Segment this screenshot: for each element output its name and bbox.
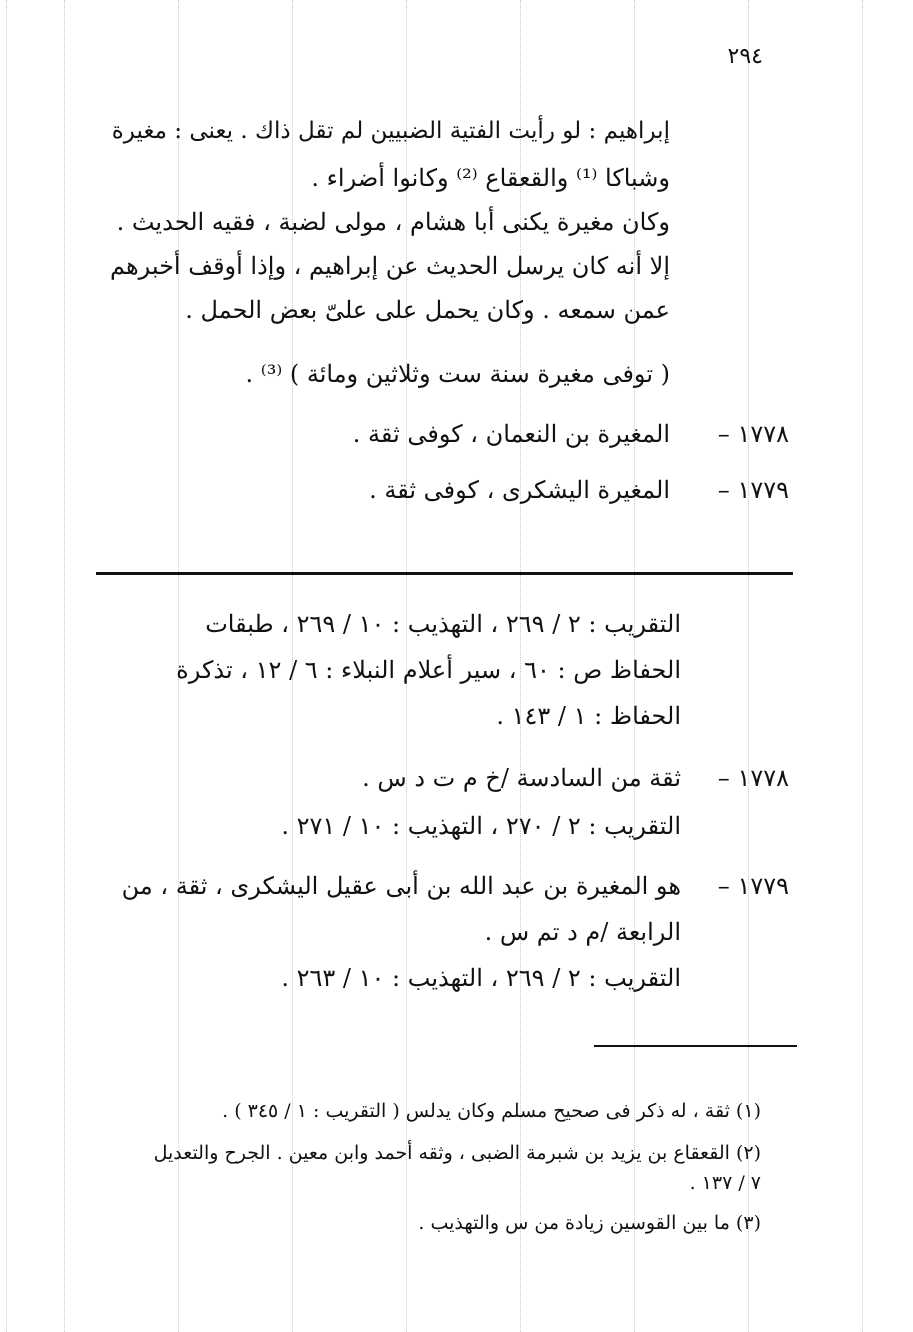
footnote-2: (٢) القعقاع بن يزيد بن شبرمة الضبى ، وثقه أحمد وابن معين . الجرح والتعديل	[153, 1142, 761, 1164]
entry-number: ١٧٧٩ –	[717, 476, 789, 504]
notes-line: الحفاظ ص : ٦٠ ، سير أعلام النبلاء : ٦ / ١٢ ، تذكرة	[176, 656, 681, 684]
notes-line: التقريب : ٢ / ٢٧٠ ، التهذيب : ١٠ / ٢٧١ .	[281, 812, 681, 840]
entry-number: ١٧٧٩ –	[717, 872, 789, 900]
body-line: وشباكا ⁽¹⁾ والقعقاع ⁽²⁾ وكانوا أضراء .	[311, 164, 670, 192]
notes-line: ثقة من السادسة /خ م ت د س .	[362, 764, 681, 792]
notes-line: التقريب : ٢ / ٢٦٩ ، التهذيب : ١٠ / ٢٦٣ .	[281, 964, 681, 992]
footnote-1: (١) ثقة ، له ذكر فى صحيح مسلم وكان يدلس ( التقريب : ١ / ٣٤٥ ) .	[222, 1100, 761, 1122]
footnote-3: (٣) ما بين القوسين زيادة من س والتهذيب .	[418, 1212, 761, 1234]
notes-line: هو المغيرة بن عبد الله بن أبى عقيل اليشكرى ، ثقة ، من	[121, 872, 681, 900]
body-line: عمن سمعه . وكان يحمل على علىّ بعض الحمل .	[185, 296, 670, 324]
body-line: إبراهيم : لو رأيت الفتية الضبيين لم تقل ذاك . يعنى : مغيرة	[111, 118, 670, 144]
page-number: ٢٩٤	[727, 44, 763, 69]
footnote-2-continued: ٧ / ١٣٧ .	[689, 1172, 761, 1194]
scan-guide-line	[64, 0, 65, 1332]
main-separator-rule	[96, 572, 793, 575]
footnote-separator-rule	[594, 1045, 797, 1047]
entry-text: المغيرة بن النعمان ، كوفى ثقة .	[352, 420, 670, 448]
scan-guide-line	[748, 0, 749, 1332]
scan-guide-line	[6, 0, 7, 1332]
notes-line: الرابعة /م د تم س .	[484, 918, 681, 946]
entry-number: ١٧٧٨ –	[717, 764, 789, 792]
entry-text: المغيرة اليشكرى ، كوفى ثقة .	[369, 476, 670, 504]
entry-number: ١٧٧٨ –	[717, 420, 789, 448]
notes-line: التقريب : ٢ / ٢٦٩ ، التهذيب : ١٠ / ٢٦٩ ، طبقات	[205, 610, 681, 638]
scan-guide-line	[862, 0, 863, 1332]
body-line: إلا أنه كان يرسل الحديث عن إبراهيم ، وإذا أوقف أخبرهم	[109, 252, 670, 280]
body-line: ( توفى مغيرة سنة ست وثلاثين ومائة ) ⁽³⁾ .	[245, 360, 670, 388]
notes-line: الحفاظ : ١ / ١٤٣ .	[496, 702, 681, 730]
body-line: وكان مغيرة يكنى أبا هشام ، مولى لضبة ، فقيه الحديث .	[116, 208, 670, 236]
